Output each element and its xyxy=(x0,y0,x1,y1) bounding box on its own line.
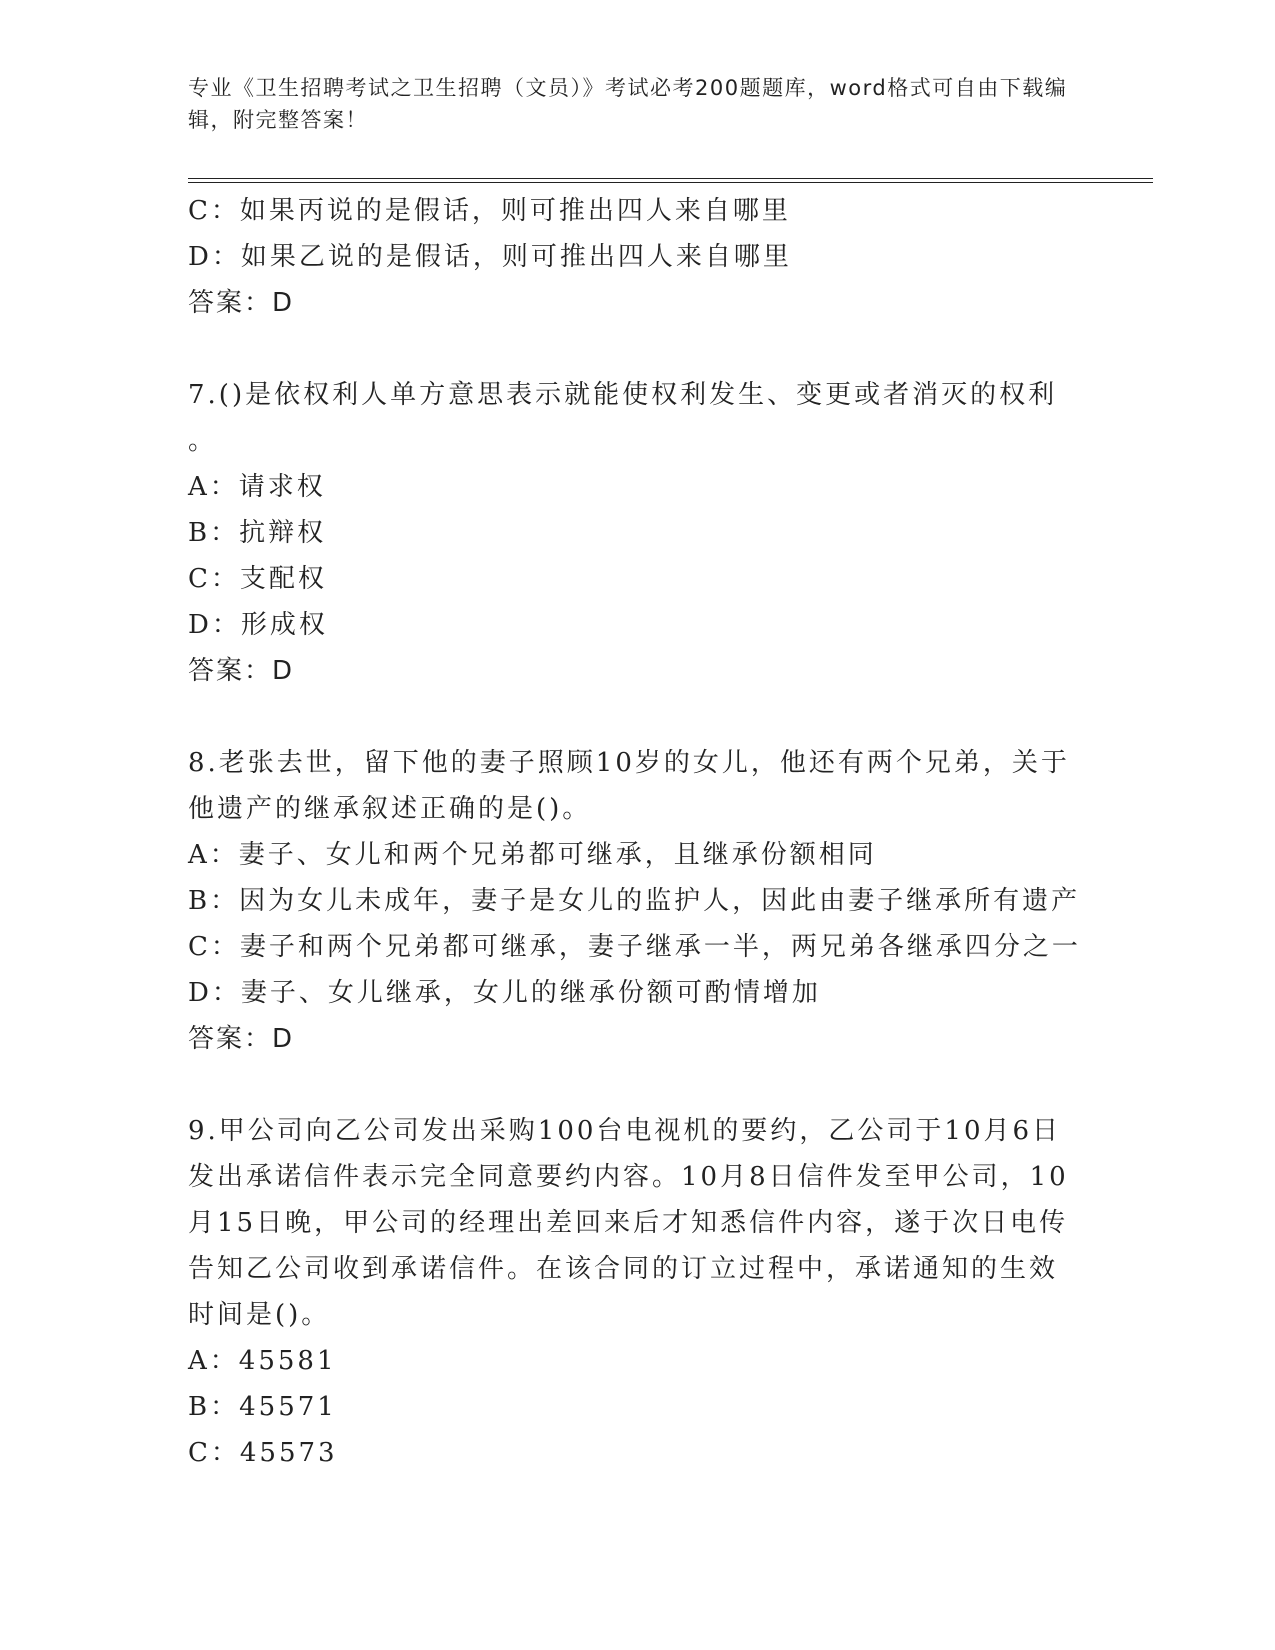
question-stem: 7.()是依权利人单方意思表示就能使权利发生、变更或者消灭的权利 xyxy=(188,380,1058,410)
option-c: C：如果丙说的是假话，则可推出四人来自哪里 xyxy=(188,196,791,226)
question-8 xyxy=(188,740,1081,1062)
answer-line: 答案：D xyxy=(188,656,295,686)
question-stem: 月15日晚，甲公司的经理出差回来后才知悉信件内容，遂于次日电传 xyxy=(188,1208,1069,1238)
question-7 xyxy=(188,372,1068,694)
option-b: B：因为女儿未成年，妻子是女儿的监护人，因此由妻子继承所有遗产 xyxy=(188,886,1081,916)
option-c: C：45573 xyxy=(188,1438,338,1468)
question-stem: 。 xyxy=(188,426,218,456)
option-d: D：妻子、女儿继承，女儿的继承份额可酌情增加 xyxy=(188,978,821,1008)
option-a: A：请求权 xyxy=(188,472,326,502)
option-d: D：如果乙说的是假话，则可推出四人来自哪里 xyxy=(188,242,792,272)
question-9 xyxy=(188,1108,1068,1476)
option-b: B：45571 xyxy=(188,1392,337,1422)
question-stem: 发出承诺信件表示完全同意要约内容。10月8日信件发至甲公司，10 xyxy=(188,1162,1069,1192)
option-a: A：45581 xyxy=(188,1346,337,1376)
question-fragment xyxy=(188,188,1068,326)
document-header: 专业《卫生招聘考试之卫生招聘（文员）》考试必考200题题库，word格式可自由下载编辑，附完整答案！ xyxy=(188,76,1068,132)
question-stem: 时间是()。 xyxy=(188,1300,331,1330)
option-d: D：形成权 xyxy=(188,610,328,640)
question-stem: 9.甲公司向乙公司发出采购100台电视机的要约，乙公司于10月6日 xyxy=(188,1116,1062,1146)
option-a: A：妻子、女儿和两个兄弟都可继承，且继承份额相同 xyxy=(188,840,877,870)
document-body xyxy=(188,188,1081,1476)
question-stem: 8.老张去世，留下他的妻子照顾10岁的女儿，他还有两个兄弟，关于 xyxy=(188,748,1070,778)
header-divider xyxy=(188,178,1153,183)
question-stem: 告知乙公司收到承诺信件。在该合同的订立过程中，承诺通知的生效 xyxy=(188,1254,1059,1284)
option-c: C：妻子和两个兄弟都可继承，妻子继承一半，两兄弟各继承四分之一 xyxy=(188,932,1081,962)
option-b: B：抗辩权 xyxy=(188,518,327,548)
answer-line: 答案：D xyxy=(188,1024,295,1054)
question-stem: 他遗产的继承叙述正确的是()。 xyxy=(188,794,592,824)
answer-line: 答案：D xyxy=(188,288,295,318)
option-c: C：支配权 xyxy=(188,564,327,594)
